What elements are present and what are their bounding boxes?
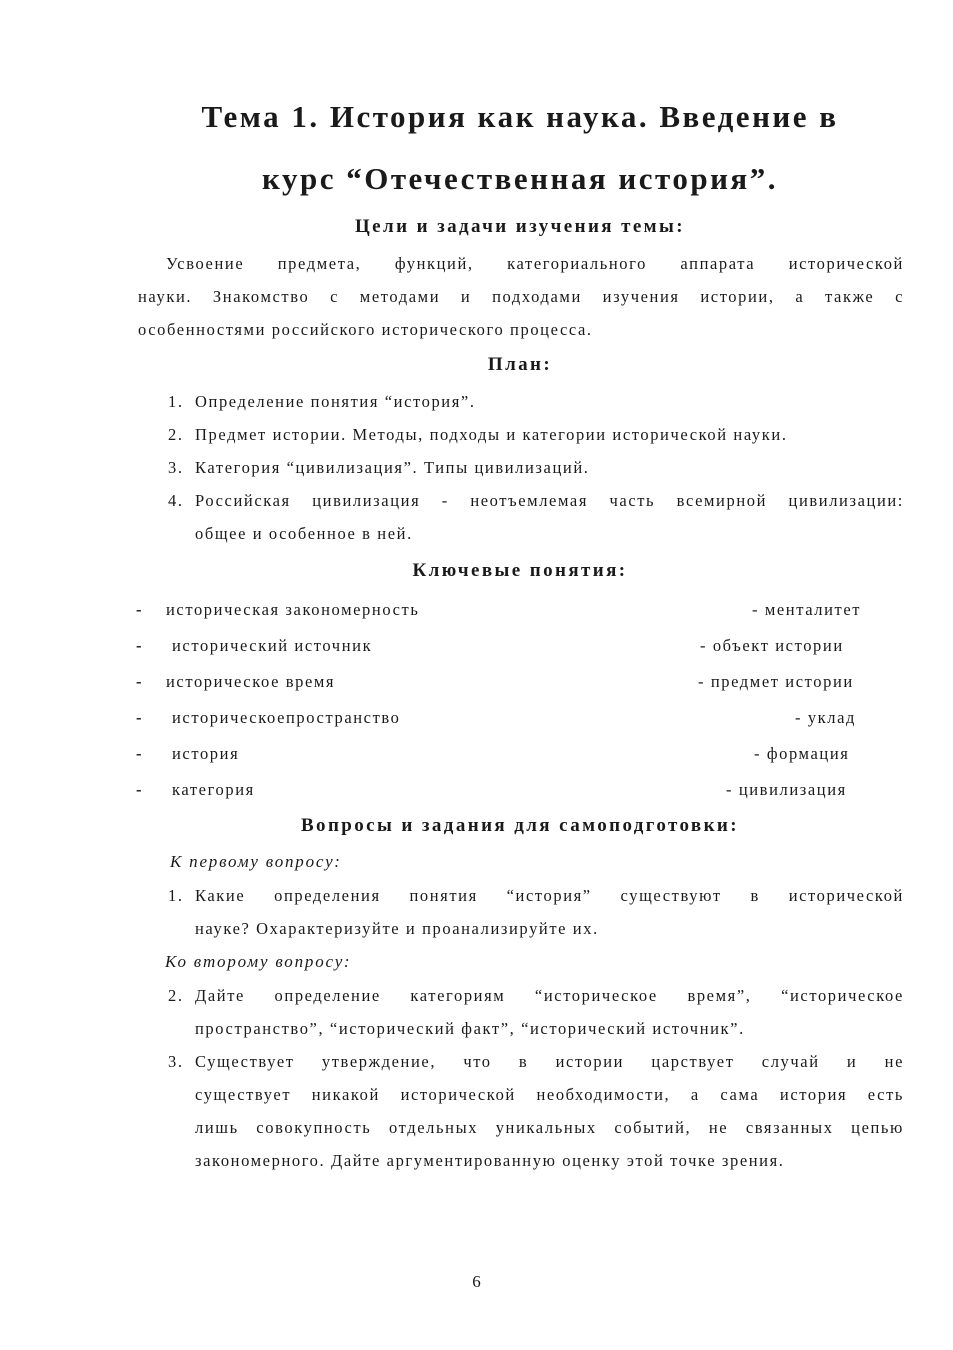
- concept-right: - предмет истории: [698, 672, 854, 691]
- question-list-1: [160, 879, 904, 945]
- goals-line-2: науки. Знакомство с методами и подходами изучения истории, а также с: [138, 287, 904, 306]
- question-1: [160, 879, 904, 945]
- question-2: [160, 979, 904, 1045]
- plan-item-1: [160, 385, 904, 418]
- question-text-cont: закономерного. Дайте аргументированную оценку этой точке зрения.: [195, 1151, 785, 1170]
- plan-item-number: 2.: [168, 425, 184, 444]
- plan-item-number: 3.: [168, 458, 184, 477]
- concept-row: [136, 670, 876, 706]
- question-text: Какие определения понятия “история” существуют в исторической: [195, 886, 904, 905]
- plan-list: [160, 385, 904, 550]
- subheading-second-question: Ко второму вопросу:: [165, 952, 352, 971]
- concept-left: историческое время: [166, 672, 336, 691]
- concept-row: [136, 778, 876, 814]
- concepts-heading: Ключевые понятия:: [412, 560, 628, 581]
- plan-item-text: Категория “цивилизация”. Типы цивилизаций.: [195, 458, 590, 477]
- plan-item-3: [160, 451, 904, 484]
- plan-item-text: Российская цивилизация - неотъемлемая часть всемирной цивилизации:: [195, 491, 904, 510]
- title-line-2: курс “Отечественная история”.: [262, 161, 778, 196]
- concept-left: история: [172, 744, 240, 763]
- concept-dash: -: [136, 636, 144, 655]
- concept-row: [136, 742, 876, 778]
- page-number: 6: [472, 1272, 481, 1291]
- plan-item-number: 4.: [168, 491, 184, 510]
- plan-item-text: Определение понятия “история”.: [195, 392, 476, 411]
- question-text: Дайте определение категориям “историческое время”, “историческое: [195, 986, 904, 1005]
- goals-line-3: особенностями российского исторического процесса.: [138, 320, 593, 339]
- plan-heading: План:: [487, 354, 553, 375]
- question-list-2: [160, 979, 904, 1177]
- concept-row: [136, 598, 876, 634]
- title-line-1: Тема 1. История как наука. Введение в: [201, 99, 839, 134]
- plan-item-number: 1.: [168, 392, 184, 411]
- subheading-first-question: К первому вопросу:: [170, 852, 342, 871]
- concept-left: исторический источник: [172, 636, 373, 655]
- concept-dash: -: [136, 780, 144, 799]
- concept-row: [136, 706, 876, 742]
- question-text-cont: лишь совокупность отдельных уникальных событий, не связанных цепью: [195, 1118, 904, 1137]
- page-title: [140, 86, 900, 210]
- question-number: 3.: [168, 1052, 184, 1071]
- plan-item-4: [160, 484, 904, 550]
- concept-left: категория: [172, 780, 255, 799]
- question-text-cont: существует никакой исторической необходимости, а сама история есть: [195, 1085, 904, 1104]
- plan-item-2: [160, 418, 904, 451]
- goals-paragraph: [138, 247, 904, 346]
- concept-right: - объект истории: [700, 636, 844, 655]
- plan-item-text-cont: общее и особенное в ней.: [195, 524, 413, 543]
- concept-dash: -: [136, 708, 144, 727]
- question-number: 1.: [168, 886, 184, 905]
- concept-right: - менталитет: [752, 600, 862, 619]
- goals-heading: Цели и задачи изучения темы:: [355, 216, 685, 237]
- question-text-cont: пространство”, “исторический факт”, “исторический источник”.: [195, 1019, 745, 1038]
- concept-left: историческая закономерность: [166, 600, 420, 619]
- question-text-cont: науке? Охарактеризуйте и проанализируйте их.: [195, 919, 599, 938]
- question-3: [160, 1045, 904, 1177]
- concept-right: - формация: [754, 744, 850, 763]
- concept-left: историческоепространство: [172, 708, 401, 727]
- concept-right: - уклад: [795, 708, 857, 727]
- concept-dash: -: [136, 744, 144, 763]
- question-number: 2.: [168, 986, 184, 1005]
- goals-line-1: Усвоение предмета, функций, категориального аппарата исторической: [166, 254, 904, 273]
- questions-heading: Вопросы и задания для самоподготовки:: [300, 815, 740, 836]
- plan-item-text: Предмет истории. Методы, подходы и категории исторической науки.: [195, 425, 788, 444]
- concept-dash: -: [136, 600, 144, 619]
- question-text: Существует утверждение, что в истории царствует случай и не: [195, 1052, 904, 1071]
- concept-row: [136, 634, 876, 670]
- concept-dash: -: [136, 672, 144, 691]
- concept-right: - цивилизация: [726, 780, 847, 799]
